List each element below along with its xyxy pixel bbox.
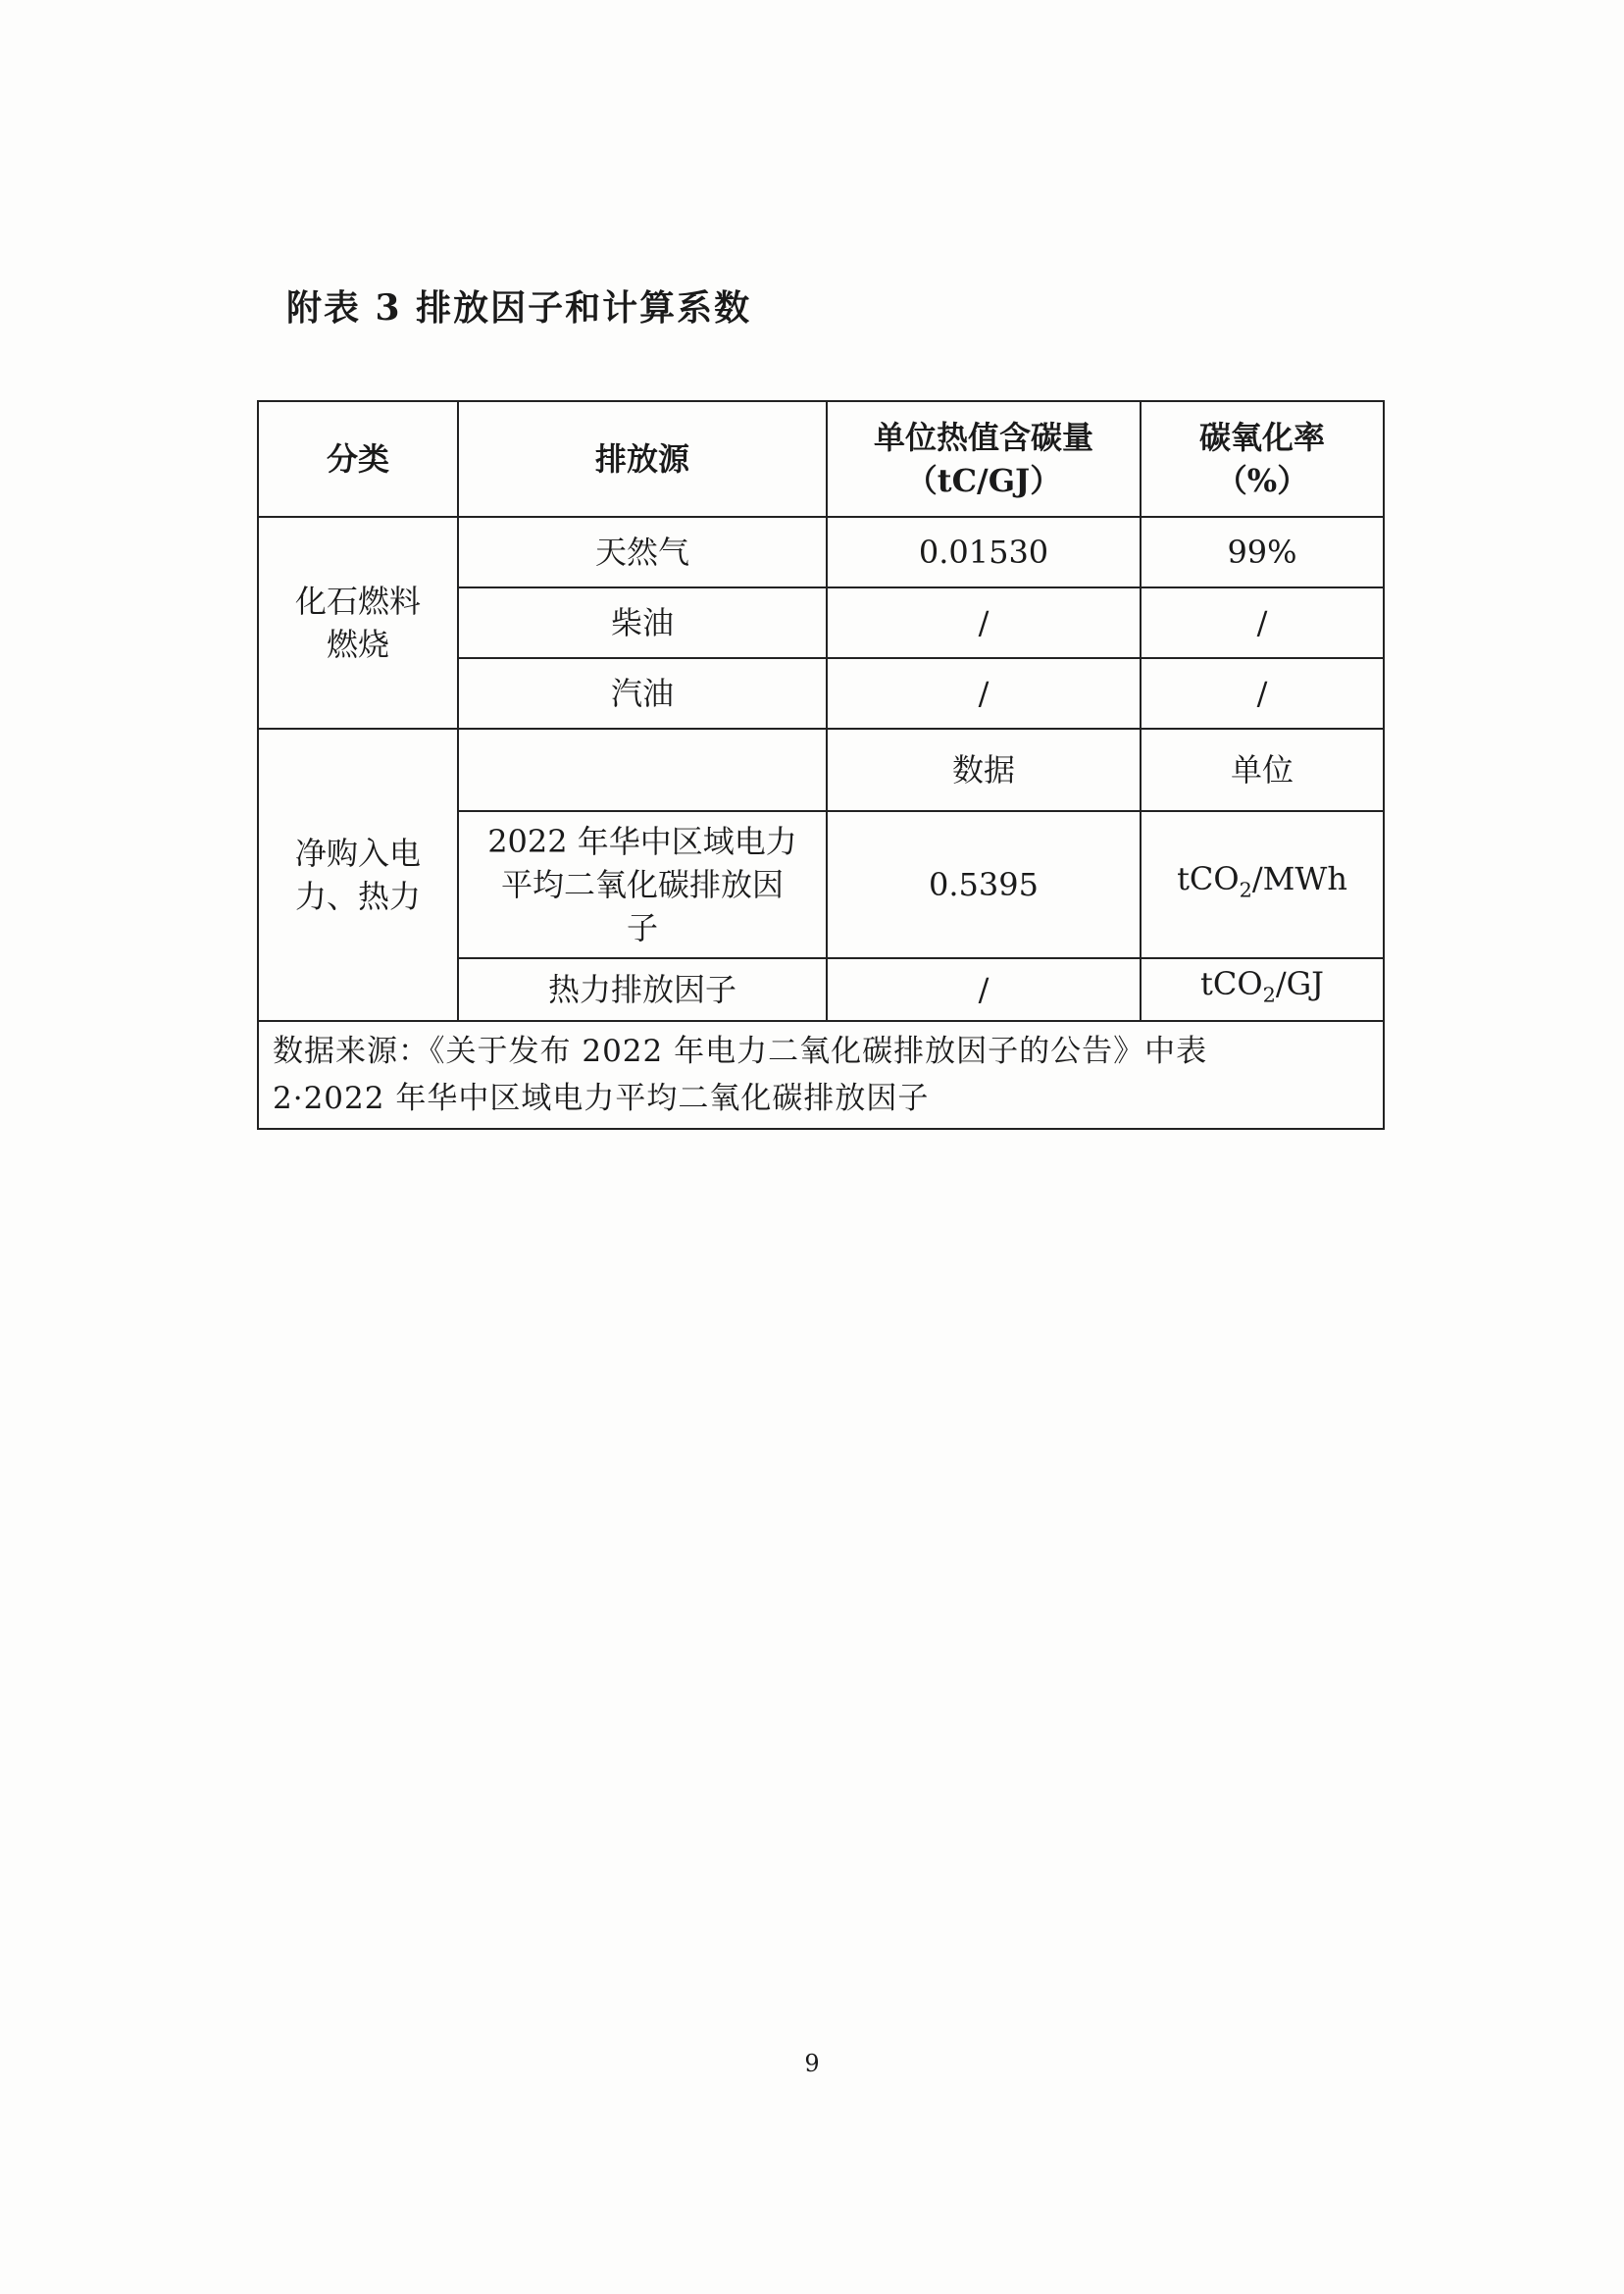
oxidation-natural-gas: 99% bbox=[1141, 517, 1384, 587]
source-diesel: 柴油 bbox=[458, 587, 827, 658]
table-subheader-row bbox=[258, 729, 1384, 811]
category-fossil-fuel-line1: 化石燃料 bbox=[294, 583, 421, 620]
unit-subscript: 2 bbox=[1239, 878, 1252, 902]
source-heat: 热力排放因子 bbox=[458, 958, 827, 1021]
oxidation-diesel: / bbox=[1141, 587, 1384, 658]
table-header-row bbox=[258, 401, 1384, 517]
unit-prefix: tCO bbox=[1177, 860, 1240, 898]
emission-factors-table bbox=[257, 400, 1385, 1130]
header-source: 排放源 bbox=[458, 401, 827, 517]
source-natural-gas: 天然气 bbox=[458, 517, 827, 587]
unit-prefix: tCO bbox=[1200, 965, 1263, 1003]
carbon-content-natural-gas: 0.01530 bbox=[827, 517, 1141, 587]
unit-suffix: /GJ bbox=[1275, 965, 1324, 1003]
header-oxidation-rate-label: 碳氧化率 bbox=[1198, 419, 1325, 456]
header-oxidation-rate-unit: （%） bbox=[1215, 462, 1309, 499]
data-source-note bbox=[258, 1021, 1384, 1129]
category-fossil-fuel-line2: 燃烧 bbox=[326, 626, 389, 663]
header-category: 分类 bbox=[258, 401, 458, 517]
subheader-source bbox=[458, 729, 827, 811]
header-oxidation-rate bbox=[1141, 401, 1384, 517]
data-grid-electricity: 0.5395 bbox=[827, 811, 1141, 958]
table-row bbox=[258, 517, 1384, 587]
unit-heat bbox=[1141, 958, 1384, 1021]
subheader-data: 数据 bbox=[827, 729, 1141, 811]
header-carbon-content bbox=[827, 401, 1141, 517]
data-source-note-line1: 数据来源：《关于发布 2022 年电力二氧化碳排放因子的公告》中表 bbox=[273, 1034, 1208, 1069]
source-grid-electricity-line2: 平均二氧化碳排放因 bbox=[500, 866, 784, 903]
source-grid-electricity bbox=[458, 811, 827, 958]
category-purchased-line2: 力、热力 bbox=[294, 878, 421, 915]
data-heat: / bbox=[827, 958, 1141, 1021]
document-title: 附表 3 排放因子和计算系数 bbox=[286, 287, 752, 329]
header-carbon-content-label: 单位热值含碳量 bbox=[873, 419, 1093, 456]
page-number: 9 bbox=[804, 2050, 820, 2077]
unit-suffix: /MWh bbox=[1251, 860, 1347, 898]
header-carbon-content-unit: （tC/GJ） bbox=[905, 462, 1062, 499]
data-source-note-line2: 2·2022 年华中区域电力平均二氧化碳排放因子 bbox=[273, 1081, 930, 1116]
category-fossil-fuel bbox=[258, 517, 458, 729]
category-purchased-line1: 净购入电 bbox=[294, 835, 421, 872]
subheader-unit: 单位 bbox=[1141, 729, 1384, 811]
unit-subscript: 2 bbox=[1262, 983, 1276, 1007]
carbon-content-diesel: / bbox=[827, 587, 1141, 658]
source-grid-electricity-line1: 2022 年华中区域电力 bbox=[487, 823, 797, 860]
oxidation-gasoline: / bbox=[1141, 658, 1384, 729]
source-grid-electricity-line3: 子 bbox=[626, 909, 658, 946]
carbon-content-gasoline: / bbox=[827, 658, 1141, 729]
source-gasoline: 汽油 bbox=[458, 658, 827, 729]
table-source-note-row bbox=[258, 1021, 1384, 1129]
category-purchased-power-heat bbox=[258, 729, 458, 1021]
unit-grid-electricity bbox=[1141, 811, 1384, 958]
